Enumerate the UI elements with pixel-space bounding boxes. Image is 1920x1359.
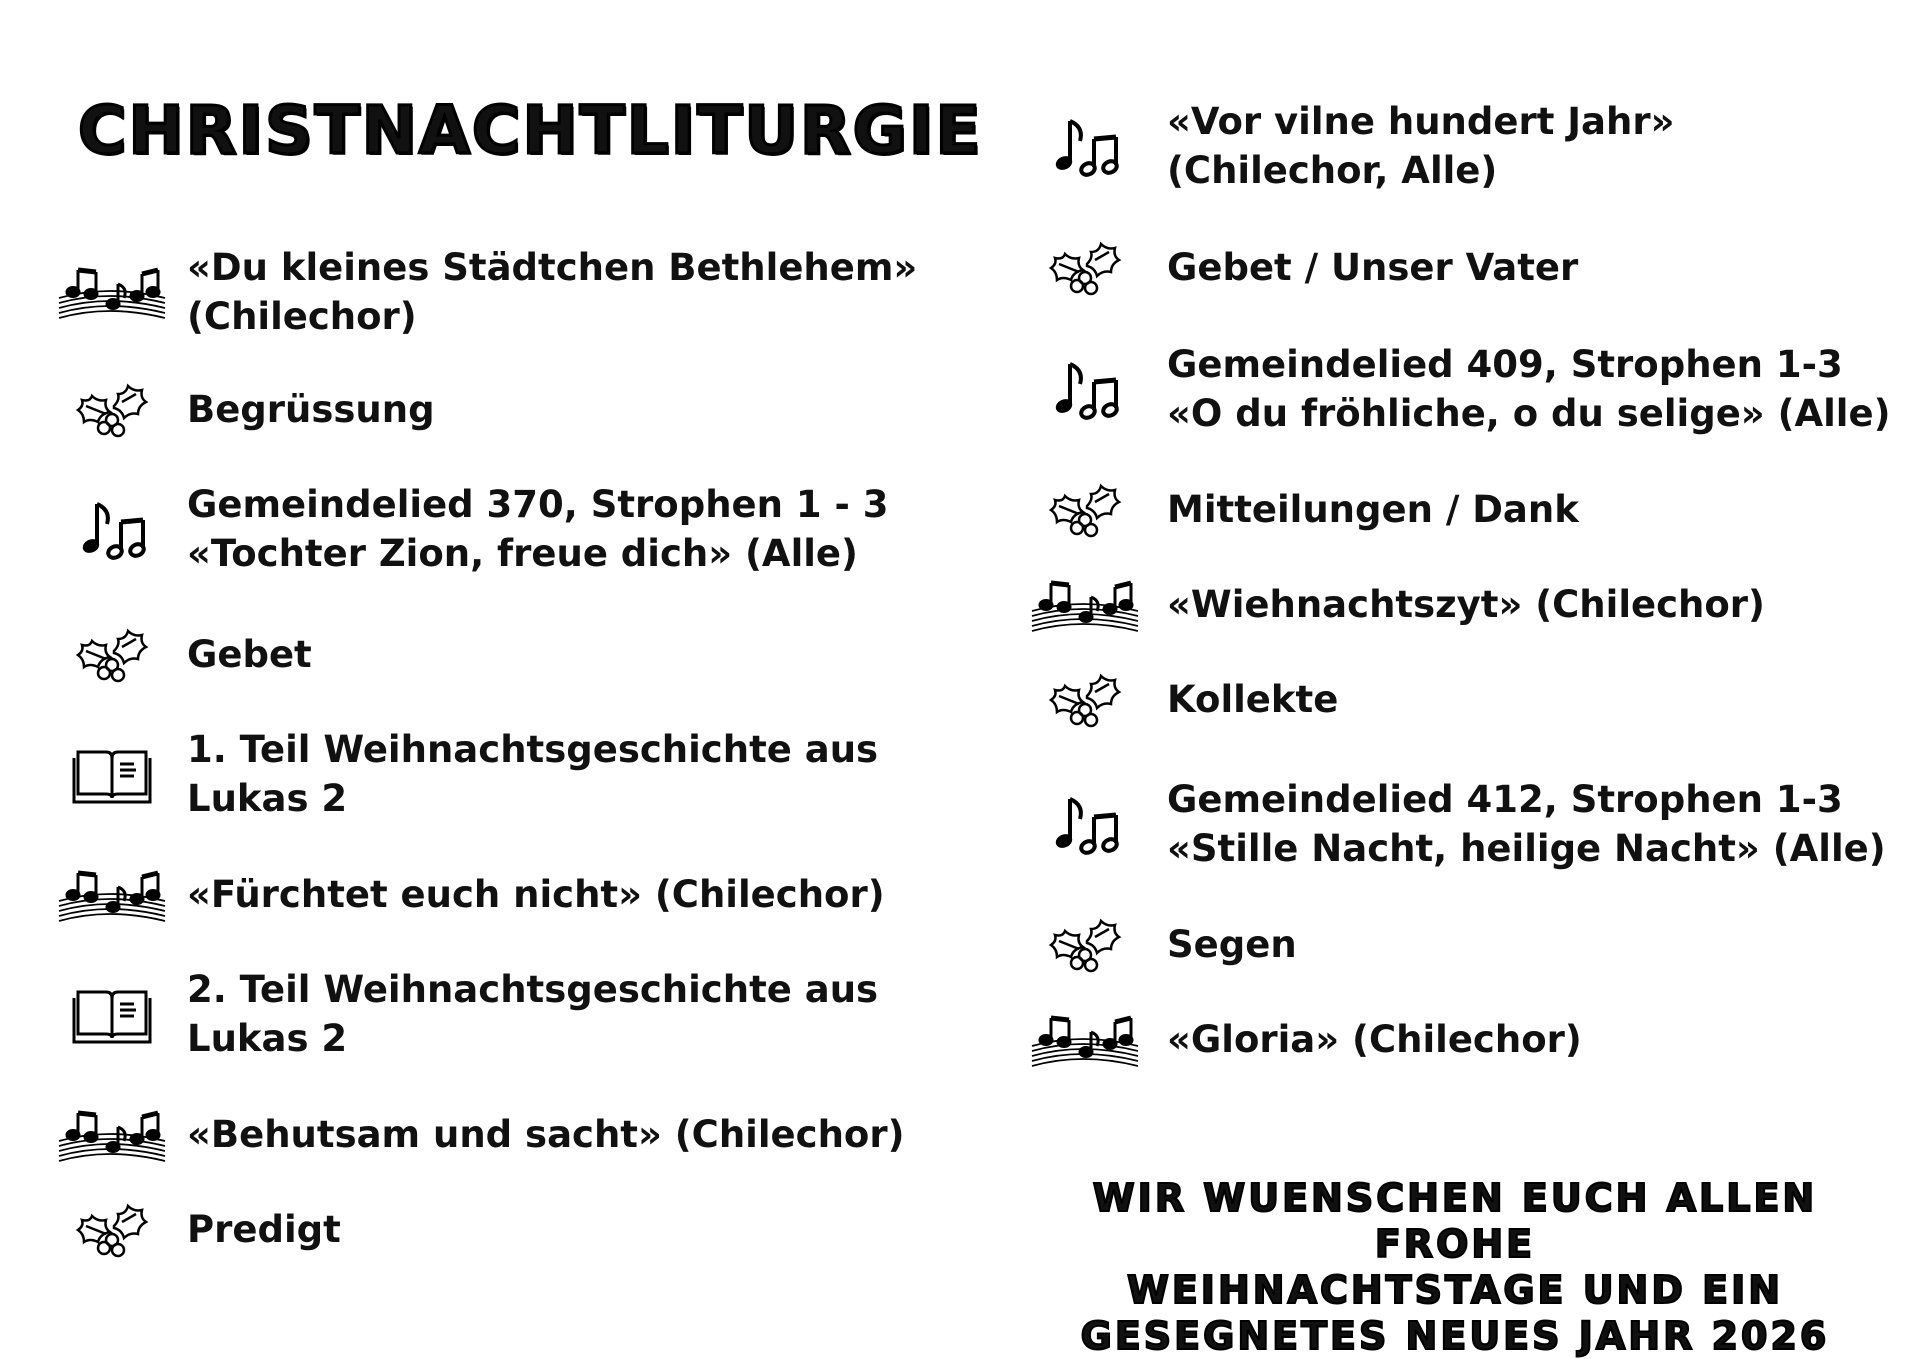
holly-icon <box>52 375 172 445</box>
liturgy-item-line: 2. Teil Weihnachtsgeschichte aus <box>187 968 879 1011</box>
liturgy-item-line: Segen <box>1167 923 1297 966</box>
liturgy-item-line: «Behutsam und sacht» (Chilechor) <box>187 1113 905 1156</box>
liturgy-item-label <box>1167 580 1765 629</box>
music-staff-icon <box>52 1100 172 1170</box>
open-book-icon <box>52 979 172 1049</box>
holly-icon <box>1025 233 1145 303</box>
liturgy-item-line: «Fürchtet euch nicht» (Chilechor) <box>187 873 885 916</box>
liturgy-item-label <box>1167 1015 1582 1064</box>
liturgy-item-line: Gebet / Unser Vater <box>1167 246 1579 289</box>
liturgy-item-label <box>187 725 878 823</box>
liturgy-item-line: Gemeindelied 409, Strophen 1-3 <box>1167 343 1843 386</box>
liturgy-item-line: Gebet <box>187 633 312 676</box>
liturgy-item-line: «O du fröhliche, o du selige» (Alle) <box>1167 392 1891 435</box>
christmas-greeting <box>1060 1175 1850 1359</box>
liturgy-item-line: «Tochter Zion, freue dich» (Alle) <box>187 532 858 575</box>
liturgy-item-line: (Chilechor, Alle) <box>1167 149 1498 192</box>
liturgy-item-label <box>1167 340 1891 438</box>
liturgy-item-label <box>1167 243 1578 292</box>
liturgy-item-line: Gemeindelied 370, Strophen 1 - 3 <box>187 483 889 526</box>
liturgy-item-line: «Gloria» (Chilechor) <box>1167 1018 1582 1061</box>
music-staff-icon <box>1025 1005 1145 1075</box>
holly-icon <box>1025 665 1145 735</box>
liturgy-item-line: (Chilechor) <box>187 295 417 338</box>
holly-icon <box>1025 910 1145 980</box>
liturgy-item-line: «Stille Nacht, heilige Nacht» (Alle) <box>1167 827 1886 870</box>
music-note-icon <box>52 494 172 564</box>
liturgy-item-line: Mitteilungen / Dank <box>1167 488 1579 531</box>
liturgy-item-line: 1. Teil Weihnachtsgeschichte aus <box>187 728 879 771</box>
liturgy-item-label <box>1167 675 1338 724</box>
music-note-icon <box>1025 111 1145 181</box>
liturgy-item-line: Begrüssung <box>187 388 435 431</box>
music-staff-icon <box>52 257 172 327</box>
liturgy-item-line: Gemeindelied 412, Strophen 1-3 <box>1167 778 1843 821</box>
holly-icon <box>52 1195 172 1265</box>
open-book-icon <box>52 739 172 809</box>
greeting-line: GESEGNETES NEUES JAHR 2026 <box>1080 1314 1830 1358</box>
liturgy-item-line: «Vor vilne hundert Jahr» <box>1167 100 1675 143</box>
liturgy-item-line: Kollekte <box>1167 678 1339 721</box>
liturgy-item-line: Lukas 2 <box>187 1017 348 1060</box>
music-note-icon <box>1025 789 1145 859</box>
music-note-icon <box>1025 354 1145 424</box>
music-staff-icon <box>1025 570 1145 640</box>
liturgy-item-label <box>187 243 917 341</box>
liturgy-item-label <box>1167 485 1579 534</box>
music-staff-icon <box>52 860 172 930</box>
liturgy-item-label <box>1167 97 1675 195</box>
liturgy-item-label <box>187 965 878 1063</box>
liturgy-item-label <box>187 1110 905 1159</box>
greeting-line: WIR WUENSCHEN EUCH ALLEN FROHE <box>1092 1176 1818 1266</box>
liturgy-item-label <box>187 1205 341 1254</box>
greeting-line: WEIHNACHTSTAGE UND EIN <box>1126 1268 1784 1312</box>
liturgy-item-label <box>1167 775 1886 873</box>
liturgy-item-line: Predigt <box>187 1208 341 1251</box>
liturgy-item-label <box>187 480 888 578</box>
liturgy-item-line: «Wiehnachtszyt» (Chilechor) <box>1167 583 1765 626</box>
liturgy-item-label <box>187 630 312 679</box>
liturgy-item-line: «Du kleines Städtchen Bethlehem» <box>187 246 918 289</box>
liturgy-item-line: Lukas 2 <box>187 777 348 820</box>
page-title: CHRISTNACHTLITURGIE <box>78 92 983 169</box>
holly-icon <box>1025 475 1145 545</box>
liturgy-item-label <box>1167 920 1297 969</box>
holly-icon <box>52 620 172 690</box>
liturgy-item-label <box>187 385 435 434</box>
liturgy-item-label <box>187 870 885 919</box>
